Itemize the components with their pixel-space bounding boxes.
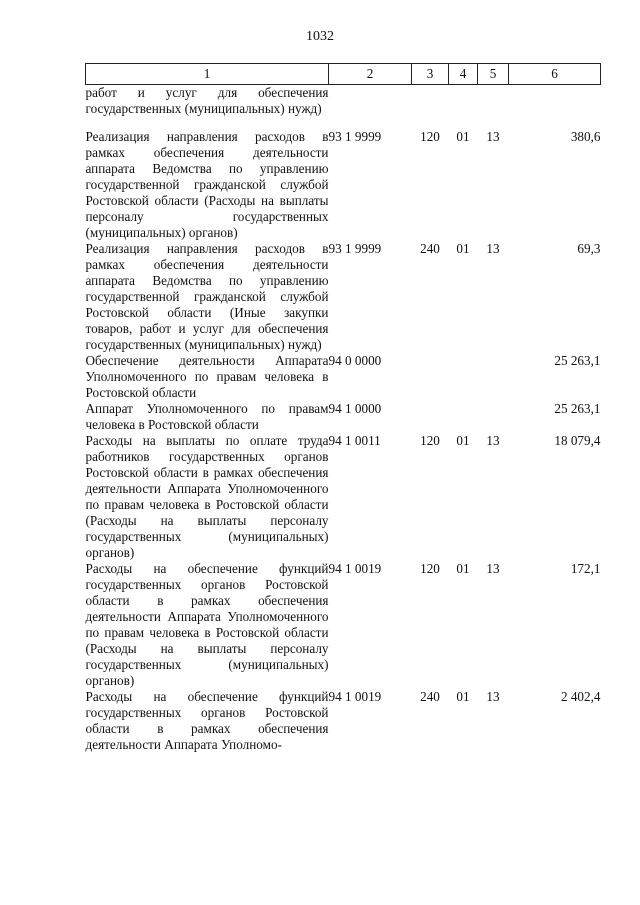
budget-table xyxy=(85,63,601,753)
page-number: 1032 xyxy=(306,29,334,44)
row-code: 94 1 0019 xyxy=(328,561,382,576)
col-header-2: 2 xyxy=(329,64,412,85)
row-col5: 13 xyxy=(486,241,500,256)
table-row xyxy=(86,85,601,130)
row-description: Расходы на выплаты по оплате труда работников государственных органов Ростовской области в рамках обеспечения деятельности Аппарата Уполномоченного по правам человека в Ростовской области (Расходы на выплаты персоналу государственных (муниципальных) органов) xyxy=(85,433,329,560)
row-col3 xyxy=(412,353,449,401)
row-code: 94 1 0019 xyxy=(328,689,382,704)
row-col3: 120 xyxy=(420,561,440,576)
row-code xyxy=(329,85,412,130)
table-row xyxy=(86,401,601,433)
col-header-3: 3 xyxy=(412,64,449,85)
row-code: 93 1 9999 xyxy=(328,241,382,256)
row-col5 xyxy=(478,353,509,401)
row-amount: 2 402,4 xyxy=(560,689,601,704)
row-code: 94 1 0011 xyxy=(328,433,381,448)
row-amount: 25 263,1 xyxy=(554,401,601,416)
row-col3: 120 xyxy=(420,433,440,448)
row-amount xyxy=(509,85,601,130)
row-col5: 13 xyxy=(486,561,500,576)
row-col4: 01 xyxy=(456,561,470,576)
row-description: работ и услуг для обеспечения государственных (муниципальных) нужд) xyxy=(85,85,329,116)
row-col3: 120 xyxy=(420,129,440,144)
row-description: Реализация направления расходов в рамках обеспечения деятельности аппарата Ведомства по управлению государственной гражданской службой Ростовской области (Иные закупки товаров, работ и услуг для обеспечения государственных (муниципальных) нужд) xyxy=(85,241,329,352)
row-col3: 240 xyxy=(420,689,440,704)
row-col5: 13 xyxy=(486,129,500,144)
row-col5: 13 xyxy=(486,689,500,704)
col-header-4: 4 xyxy=(449,64,478,85)
row-col4 xyxy=(449,401,478,433)
row-col4 xyxy=(449,85,478,130)
row-code: 94 1 0000 xyxy=(328,401,382,416)
row-col4: 01 xyxy=(456,129,470,144)
table-row xyxy=(86,241,601,353)
table-row xyxy=(86,129,601,241)
row-col4: 01 xyxy=(456,241,470,256)
row-col3 xyxy=(412,401,449,433)
row-col4: 01 xyxy=(456,689,470,704)
row-amount: 172,1 xyxy=(570,561,601,576)
row-amount: 69,3 xyxy=(577,241,601,256)
row-col3 xyxy=(412,85,449,130)
table-row xyxy=(86,353,601,401)
row-description: Реализация направления расходов в рамках обеспечения деятельности аппарата Ведомства по управлению государственной гражданской службой Ростовской области (Расходы на выплаты персоналу государственных (муниципальных) органов) xyxy=(85,129,329,240)
header-row xyxy=(86,64,601,85)
row-col4 xyxy=(449,353,478,401)
row-col5 xyxy=(478,85,509,130)
row-description: Аппарат Уполномоченного по правам человека в Ростовской области xyxy=(85,401,329,432)
table-row xyxy=(86,433,601,561)
row-code: 93 1 9999 xyxy=(328,129,382,144)
row-amount: 25 263,1 xyxy=(554,353,601,368)
row-amount: 380,6 xyxy=(570,129,601,144)
row-description: Расходы на обеспечение функций государственных органов Ростовской области в рамках обеспечения деятельности Аппарата Уполномо- xyxy=(85,689,329,752)
row-col5: 13 xyxy=(486,433,500,448)
row-col5 xyxy=(478,401,509,433)
col-header-5: 5 xyxy=(478,64,509,85)
row-code: 94 0 0000 xyxy=(328,353,382,368)
row-amount: 18 079,4 xyxy=(554,433,601,448)
row-description: Расходы на обеспечение функций государственных органов Ростовской области в рамках обеспечения деятельности Аппарата Уполномоченного по правам человека в Ростовской области (Расходы на выплаты персоналу государственных (муниципальных) органов) xyxy=(85,561,329,688)
row-col3: 240 xyxy=(420,241,440,256)
row-description: Обеспечение деятельности Аппарата Уполномоченного по правам человека в Ростовской области xyxy=(85,353,329,400)
col-header-1: 1 xyxy=(86,64,329,85)
table-row xyxy=(86,689,601,753)
row-col4: 01 xyxy=(456,433,470,448)
table-row xyxy=(86,561,601,689)
col-header-6: 6 xyxy=(509,64,601,85)
